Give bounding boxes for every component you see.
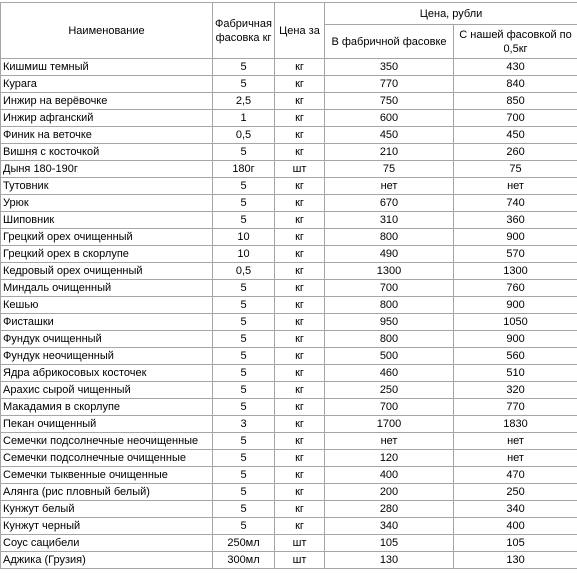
cell-unit: кг	[275, 399, 325, 416]
table-header	[1, 3, 577, 59]
table-row	[1, 416, 577, 433]
cell-pack: 5	[213, 501, 275, 518]
cell-price-factory: 800	[325, 229, 454, 246]
cell-price-ours: 400	[454, 518, 577, 535]
cell-price-ours: 360	[454, 212, 577, 229]
cell-price-factory: 340	[325, 518, 454, 535]
cell-price-ours: 900	[454, 297, 577, 314]
cell-price-factory: 400	[325, 467, 454, 484]
cell-price-factory: 490	[325, 246, 454, 263]
table-row	[1, 552, 577, 569]
header-name: Наименование	[1, 3, 213, 59]
cell-price-ours: 560	[454, 348, 577, 365]
cell-name: Арахис сырой чищенный	[1, 382, 213, 399]
cell-price-ours: нет	[454, 433, 577, 450]
cell-price-factory: 600	[325, 110, 454, 127]
cell-unit: кг	[275, 127, 325, 144]
cell-price-ours: 900	[454, 229, 577, 246]
cell-unit: кг	[275, 110, 325, 127]
cell-price-factory: 750	[325, 93, 454, 110]
cell-price-factory: 1700	[325, 416, 454, 433]
table-row	[1, 433, 577, 450]
cell-unit: кг	[275, 331, 325, 348]
cell-unit: кг	[275, 467, 325, 484]
table-row	[1, 178, 577, 195]
table-row	[1, 76, 577, 93]
cell-pack: 2,5	[213, 93, 275, 110]
cell-pack: 5	[213, 76, 275, 93]
cell-pack: 5	[213, 433, 275, 450]
cell-price-ours: 340	[454, 501, 577, 518]
table-row	[1, 127, 577, 144]
cell-price-ours: 430	[454, 59, 577, 76]
cell-price-ours: 770	[454, 399, 577, 416]
cell-price-factory: 770	[325, 76, 454, 93]
cell-name: Фундук неочищенный	[1, 348, 213, 365]
cell-pack: 5	[213, 331, 275, 348]
cell-unit: кг	[275, 348, 325, 365]
cell-name: Урюк	[1, 195, 213, 212]
cell-pack: 5	[213, 484, 275, 501]
cell-name: Фисташки	[1, 314, 213, 331]
cell-price-ours: нет	[454, 178, 577, 195]
table-row	[1, 331, 577, 348]
header-price-group: Цена, рубли	[325, 3, 577, 25]
cell-name: Кунжут белый	[1, 501, 213, 518]
table-row	[1, 484, 577, 501]
cell-pack: 5	[213, 297, 275, 314]
cell-price-ours: 470	[454, 467, 577, 484]
cell-pack: 5	[213, 382, 275, 399]
cell-price-factory: 210	[325, 144, 454, 161]
cell-unit: кг	[275, 59, 325, 76]
cell-name: Кунжут черный	[1, 518, 213, 535]
cell-price-ours: 760	[454, 280, 577, 297]
cell-pack: 250мл	[213, 535, 275, 552]
table-row	[1, 467, 577, 484]
cell-price-factory: нет	[325, 178, 454, 195]
table-row	[1, 144, 577, 161]
cell-price-factory: 700	[325, 399, 454, 416]
cell-price-factory: 460	[325, 365, 454, 382]
cell-price-ours: 700	[454, 110, 577, 127]
table-row	[1, 399, 577, 416]
header-price-per: Цена за	[275, 3, 325, 59]
table-row	[1, 246, 577, 263]
cell-price-ours: 320	[454, 382, 577, 399]
table-row	[1, 518, 577, 535]
cell-pack: 10	[213, 246, 275, 263]
cell-price-factory: 1300	[325, 263, 454, 280]
cell-price-ours: 900	[454, 331, 577, 348]
cell-pack: 5	[213, 467, 275, 484]
cell-name: Дыня 180-190г	[1, 161, 213, 178]
cell-pack: 0,5	[213, 263, 275, 280]
table-row	[1, 229, 577, 246]
cell-unit: кг	[275, 450, 325, 467]
cell-pack: 5	[213, 195, 275, 212]
cell-name: Пекан очищенный	[1, 416, 213, 433]
cell-pack: 5	[213, 144, 275, 161]
table-row	[1, 348, 577, 365]
cell-price-ours: 1300	[454, 263, 577, 280]
cell-price-factory: 450	[325, 127, 454, 144]
cell-unit: кг	[275, 76, 325, 93]
cell-name: Алянга (рис пловный белый)	[1, 484, 213, 501]
cell-unit: кг	[275, 246, 325, 263]
cell-pack: 10	[213, 229, 275, 246]
table-row	[1, 365, 577, 382]
table-row	[1, 195, 577, 212]
cell-name: Ядра абрикосовых косточек	[1, 365, 213, 382]
cell-unit: шт	[275, 161, 325, 178]
cell-name: Аджика (Грузия)	[1, 552, 213, 569]
cell-price-ours: 105	[454, 535, 577, 552]
cell-pack: 5	[213, 314, 275, 331]
cell-name: Фундук очищенный	[1, 331, 213, 348]
table-body	[1, 59, 577, 569]
cell-unit: кг	[275, 416, 325, 433]
cell-unit: кг	[275, 212, 325, 229]
cell-price-factory: 950	[325, 314, 454, 331]
cell-name: Вишня с косточкой	[1, 144, 213, 161]
cell-price-factory: 350	[325, 59, 454, 76]
cell-price-factory: 250	[325, 382, 454, 399]
cell-price-ours: 1050	[454, 314, 577, 331]
cell-price-ours: 840	[454, 76, 577, 93]
cell-unit: кг	[275, 229, 325, 246]
cell-name: Миндаль очищенный	[1, 280, 213, 297]
table-row	[1, 161, 577, 178]
cell-price-factory: нет	[325, 433, 454, 450]
cell-price-factory: 200	[325, 484, 454, 501]
cell-name: Грецкий орех в скорлупе	[1, 246, 213, 263]
table-row	[1, 450, 577, 467]
cell-price-ours: 510	[454, 365, 577, 382]
cell-name: Семечки подсолнечные неочищенные	[1, 433, 213, 450]
cell-name: Кешью	[1, 297, 213, 314]
table-row	[1, 297, 577, 314]
table-row	[1, 212, 577, 229]
cell-price-ours: 75	[454, 161, 577, 178]
table-row	[1, 59, 577, 76]
cell-name: Инжир афганский	[1, 110, 213, 127]
cell-pack: 5	[213, 399, 275, 416]
table-row	[1, 110, 577, 127]
cell-name: Семечки подсолнечные очищенные	[1, 450, 213, 467]
cell-price-ours: 570	[454, 246, 577, 263]
cell-price-ours: 740	[454, 195, 577, 212]
cell-price-factory: 75	[325, 161, 454, 178]
cell-name: Тутовник	[1, 178, 213, 195]
cell-price-factory: 670	[325, 195, 454, 212]
cell-pack: 180г	[213, 161, 275, 178]
cell-price-ours: 850	[454, 93, 577, 110]
cell-price-ours: 1830	[454, 416, 577, 433]
cell-price-ours: нет	[454, 450, 577, 467]
table-row	[1, 314, 577, 331]
cell-unit: кг	[275, 263, 325, 280]
table-row	[1, 280, 577, 297]
table-row	[1, 263, 577, 280]
cell-unit: кг	[275, 93, 325, 110]
cell-pack: 5	[213, 59, 275, 76]
cell-price-factory: 280	[325, 501, 454, 518]
cell-pack: 300мл	[213, 552, 275, 569]
cell-price-ours: 450	[454, 127, 577, 144]
cell-price-factory: 130	[325, 552, 454, 569]
cell-name: Кедровый орех очищенный	[1, 263, 213, 280]
cell-pack: 5	[213, 348, 275, 365]
cell-unit: кг	[275, 484, 325, 501]
cell-unit: шт	[275, 535, 325, 552]
cell-name: Семечки тыквенные очищенные	[1, 467, 213, 484]
cell-pack: 3	[213, 416, 275, 433]
cell-pack: 5	[213, 518, 275, 535]
cell-pack: 5	[213, 450, 275, 467]
cell-pack: 0,5	[213, 127, 275, 144]
cell-pack: 5	[213, 178, 275, 195]
cell-unit: кг	[275, 501, 325, 518]
cell-unit: кг	[275, 178, 325, 195]
header-price-ours: С нашей фасовкой по 0,5кг	[454, 25, 577, 59]
cell-price-ours: 130	[454, 552, 577, 569]
cell-unit: кг	[275, 144, 325, 161]
cell-unit: кг	[275, 518, 325, 535]
table-row	[1, 501, 577, 518]
table-row	[1, 382, 577, 399]
table-row	[1, 535, 577, 552]
cell-unit: кг	[275, 297, 325, 314]
cell-name: Макадамия в скорлупе	[1, 399, 213, 416]
cell-price-ours: 250	[454, 484, 577, 501]
cell-price-factory: 105	[325, 535, 454, 552]
cell-unit: кг	[275, 433, 325, 450]
cell-name: Финик на веточке	[1, 127, 213, 144]
cell-price-factory: 800	[325, 297, 454, 314]
cell-unit: шт	[275, 552, 325, 569]
cell-pack: 5	[213, 365, 275, 382]
cell-unit: кг	[275, 280, 325, 297]
cell-price-factory: 800	[325, 331, 454, 348]
cell-pack: 5	[213, 280, 275, 297]
cell-price-factory: 310	[325, 212, 454, 229]
cell-price-factory: 120	[325, 450, 454, 467]
cell-pack: 5	[213, 212, 275, 229]
header-factory-pack: Фабричная фасовка кг	[213, 3, 275, 59]
cell-name: Шиповник	[1, 212, 213, 229]
cell-price-ours: 260	[454, 144, 577, 161]
cell-name: Кишмиш темный	[1, 59, 213, 76]
cell-name: Курага	[1, 76, 213, 93]
cell-name: Инжир на верёвочке	[1, 93, 213, 110]
cell-unit: кг	[275, 382, 325, 399]
cell-unit: кг	[275, 195, 325, 212]
cell-name: Грецкий орех очищенный	[1, 229, 213, 246]
cell-price-factory: 500	[325, 348, 454, 365]
cell-price-factory: 700	[325, 280, 454, 297]
table-row	[1, 93, 577, 110]
cell-pack: 1	[213, 110, 275, 127]
cell-unit: кг	[275, 365, 325, 382]
price-table	[0, 2, 577, 569]
cell-unit: кг	[275, 314, 325, 331]
header-price-factory: В фабричной фасовке	[325, 25, 454, 59]
cell-name: Соус сацибели	[1, 535, 213, 552]
